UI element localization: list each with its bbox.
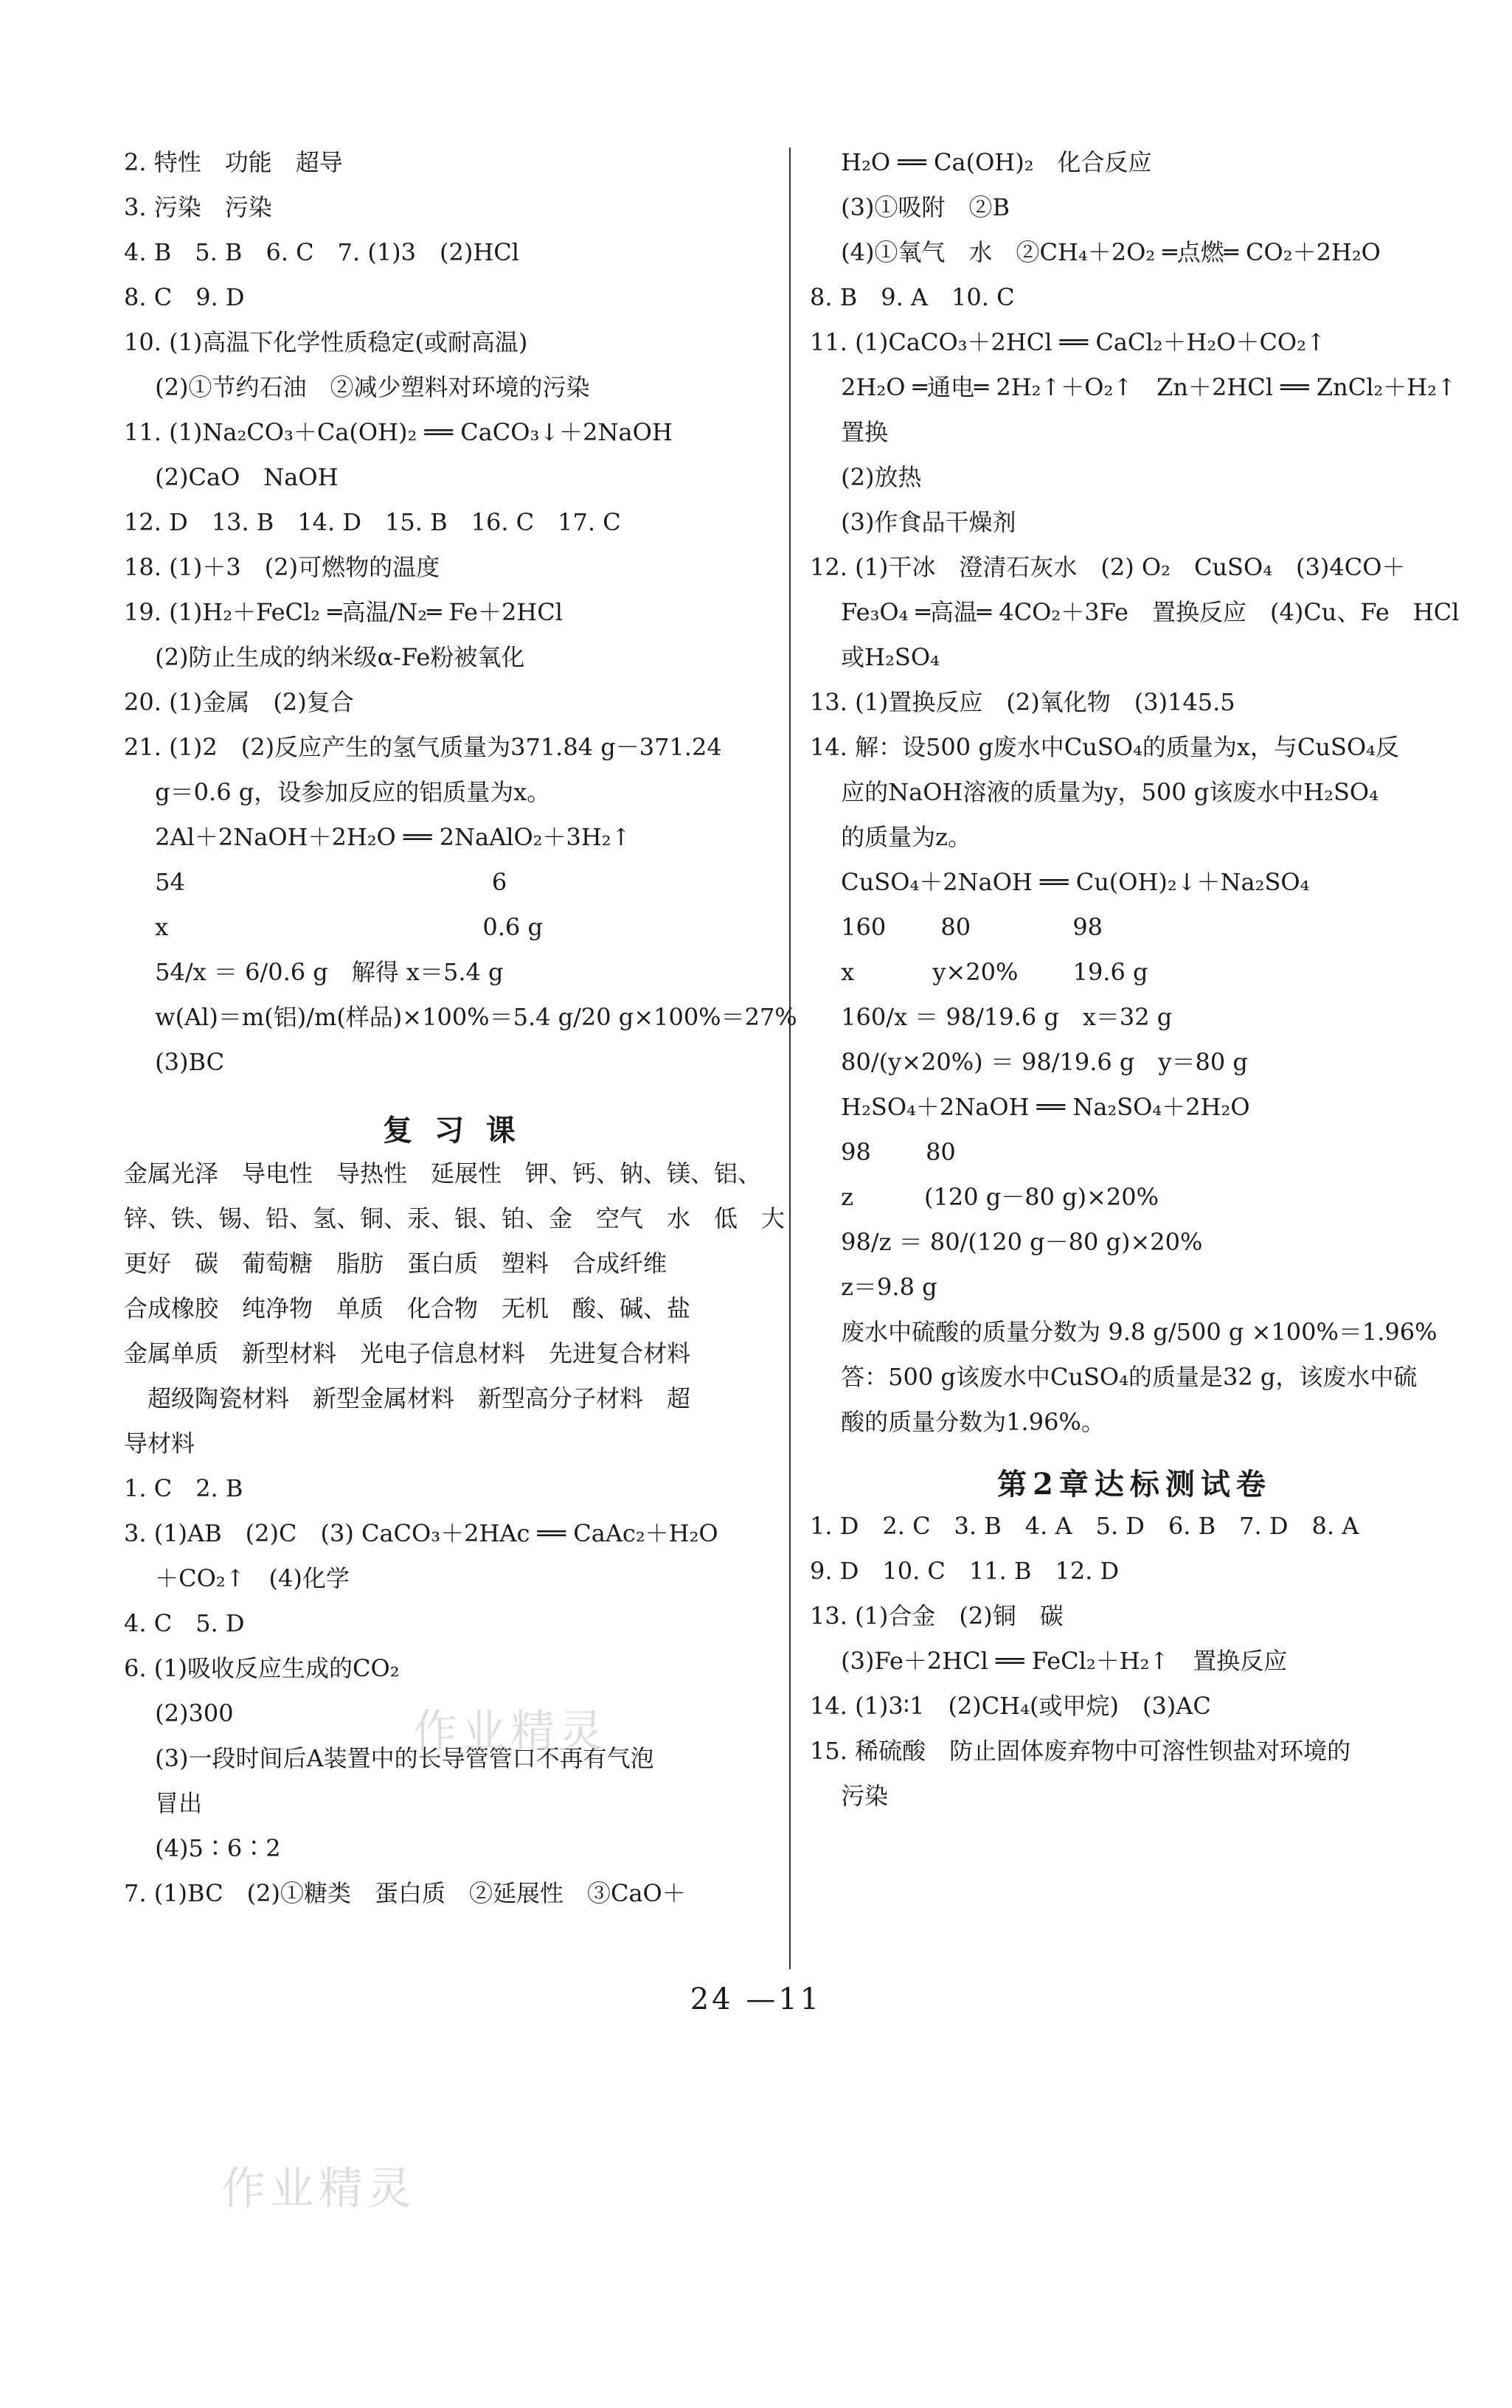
answer-line: H₂O ══ Ca(OH)₂ 化合反应 <box>810 148 1152 176</box>
answer-line: x 0.6 g <box>124 913 543 941</box>
answer-line: 10. (1)高温下化学性质稳定(或耐高温) <box>124 328 528 356</box>
answer-line: (2)300 <box>124 1699 234 1727</box>
answer-line: H₂SO₄＋2NaOH ══ Na₂SO₄＋2H₂O <box>810 1093 1250 1121</box>
answer-line: (3)一段时间后A装置中的长导管管口不再有气泡 <box>124 1744 654 1772</box>
answer-line: 80/(y×20%) ＝ 98/19.6 g y＝80 g <box>810 1048 1248 1076</box>
answer-line: Fe₃O₄ ═高温═ 4CO₂＋3Fe 置换反应 (4)Cu、Fe HCl <box>810 598 1460 626</box>
answer-line: 冒出 <box>124 1789 203 1817</box>
answer-line: 7. (1)BC (2)①糖类 蛋白质 ②延展性 ③CaO＋ <box>124 1879 686 1907</box>
answer-line: 21. (1)2 (2)反应产生的氢气质量为371.84 g－371.24 <box>124 733 722 761</box>
answer-line: (2)CaO NaOH <box>124 463 339 491</box>
answer-line: (4)5∶6∶2 <box>124 1834 281 1862</box>
answer-line: 3. (1)AB (2)C (3) CaCO₃＋2HAc ══ CaAc₂＋H₂O <box>124 1519 718 1547</box>
answer-line: 8. C 9. D <box>124 283 245 311</box>
answer-line: 160/x ＝ 98/19.6 g x＝32 g <box>810 1003 1173 1031</box>
answer-line: 20. (1)金属 (2)复合 <box>124 688 354 716</box>
answer-line: 54/x ＝ 6/0.6 g 解得 x＝5.4 g <box>124 958 504 986</box>
answer-line: 14. (1)3∶1 (2)CH₄(或甲烷) (3)AC <box>810 1692 1211 1720</box>
answer-line: 98/z ＝ 80/(120 g－80 g)×20% <box>810 1228 1203 1256</box>
answer-line: 的质量为z。 <box>810 823 972 851</box>
answer-line: ＋CO₂↑ (4)化学 <box>124 1564 350 1592</box>
answer-line: 污染 <box>810 1782 889 1810</box>
answer-line: 14. 解：设500 g废水中CuSO₄的质量为x，与CuSO₄反 <box>810 733 1400 761</box>
watermark: 作业精灵 <box>221 2163 416 2215</box>
answer-line: 3. 污染 污染 <box>124 193 272 221</box>
answer-line: 4. C 5. D <box>124 1609 245 1637</box>
column-divider <box>789 148 791 1969</box>
answer-line: 98 80 <box>810 1138 956 1166</box>
answer-line: 15. 稀硫酸 防止固体废弃物中可溶性钡盐对环境的 <box>810 1737 1351 1765</box>
answer-line: 4. B 5. B 6. C 7. (1)3 (2)HCl <box>124 238 519 266</box>
answer-line: x y×20% 19.6 g <box>810 958 1148 986</box>
answer-line: 11. (1)CaCO₃＋2HCl ══ CaCl₂＋H₂O＋CO₂↑ <box>810 328 1326 356</box>
answer-line: 置换 <box>810 418 889 446</box>
answer-line: 1. C 2. B <box>124 1474 243 1502</box>
answer-line: 更好 碳 葡萄糖 脂肪 蛋白质 塑料 合成纤维 <box>124 1249 667 1277</box>
answer-line: 9. D 10. C 11. B 12. D <box>810 1557 1120 1585</box>
answer-line: (2)①节约石油 ②减少塑料对环境的污染 <box>124 373 590 401</box>
answer-line: 或H₂SO₄ <box>810 643 940 671</box>
answer-line: (4)①氧气 水 ②CH₄＋2O₂ ═点燃═ CO₂＋2H₂O <box>810 238 1381 266</box>
answer-line: 2Al＋2NaOH＋2H₂O ══ 2NaAlO₂＋3H₂↑ <box>124 823 631 851</box>
answer-line: (3)①吸附 ②B <box>810 193 1010 221</box>
answer-line: 金属光泽 导电性 导热性 延展性 钾、钙、钠、镁、铝、 <box>124 1159 762 1187</box>
answer-line: 导材料 <box>124 1429 195 1457</box>
answer-line: 答：500 g该废水中CuSO₄的质量是32 g，该废水中硫 <box>810 1363 1418 1391</box>
answer-line: 12. D 13. B 14. D 15. B 16. C 17. C <box>124 508 621 536</box>
answer-line: CuSO₄＋2NaOH ══ Cu(OH)₂↓＋Na₂SO₄ <box>810 868 1310 896</box>
answer-line: (2)放热 <box>810 463 922 491</box>
answer-line: 19. (1)H₂＋FeCl₂ ═高温/N₂═ Fe＋2HCl <box>124 598 563 626</box>
answer-line: 18. (1)＋3 (2)可燃物的温度 <box>124 553 440 581</box>
answer-line: 8. B 9. A 10. C <box>810 283 1015 311</box>
answer-line: 6. (1)吸收反应生成的CO₂ <box>124 1654 400 1682</box>
answer-line: 超级陶瓷材料 新型金属材料 新型高分子材料 超 <box>124 1384 691 1412</box>
answer-line: w(Al)＝m(铝)/m(样品)×100%＝5.4 g/20 g×100%＝27% <box>124 1003 797 1031</box>
answer-line: 160 80 98 <box>810 913 1103 941</box>
section-heading-review: 复 习 课 <box>383 1113 521 1148</box>
answer-line: (3)BC <box>124 1048 225 1076</box>
page-number: 24 —11 <box>690 1982 822 2016</box>
answer-line: 金属单质 新型材料 光电子信息材料 先进复合材料 <box>124 1339 691 1367</box>
answer-line: 2. 特性 功能 超导 <box>124 148 343 176</box>
answer-line: (3)作食品干燥剂 <box>810 508 1016 536</box>
answer-line: 13. (1)置换反应 (2)氧化物 (3)145.5 <box>810 688 1235 716</box>
answer-line: 酸的质量分数为1.96%。 <box>810 1408 1105 1436</box>
answer-line: 合成橡胶 纯净物 单质 化合物 无机 酸、碱、盐 <box>124 1294 691 1322</box>
answer-line: z (120 g－80 g)×20% <box>810 1183 1159 1211</box>
answer-line: 2H₂O ═通电═ 2H₂↑＋O₂↑ Zn＋2HCl ══ ZnCl₂＋H₂↑ <box>810 373 1457 401</box>
answer-line: g＝0.6 g，设参加反应的铝质量为x。 <box>124 778 551 806</box>
answer-line: 13. (1)合金 (2)铜 碳 <box>810 1602 1064 1630</box>
answer-line: 废水中硫酸的质量分数为 9.8 g/500 g ×100%＝1.96% <box>810 1318 1438 1346</box>
answer-line: (2)防止生成的纳米级α-Fe粉被氧化 <box>124 643 525 671</box>
watermark-faint: 作业精灵 <box>413 1706 608 1758</box>
answer-line: 锌、铁、锡、铅、氢、铜、汞、银、铂、金 空气 水 低 大 <box>124 1204 786 1232</box>
answer-line: 1. D 2. C 3. B 4. A 5. D 6. B 7. D 8. A <box>810 1512 1359 1540</box>
answer-line: 54 6 <box>124 868 507 896</box>
section-heading-test: 第2章达标测试卷 <box>997 1467 1272 1502</box>
answer-line: 应的NaOH溶液的质量为y，500 g该废水中H₂SO₄ <box>810 778 1379 806</box>
answer-line: (3)Fe＋2HCl ══ FeCl₂＋H₂↑ 置换反应 <box>810 1647 1288 1675</box>
answer-line: 11. (1)Na₂CO₃＋Ca(OH)₂ ══ CaCO₃↓＋2NaOH <box>124 418 673 446</box>
answer-line: 12. (1)干冰 澄清石灰水 (2) O₂ CuSO₄ (3)4CO＋ <box>810 553 1406 581</box>
answer-line: z＝9.8 g <box>810 1273 937 1301</box>
